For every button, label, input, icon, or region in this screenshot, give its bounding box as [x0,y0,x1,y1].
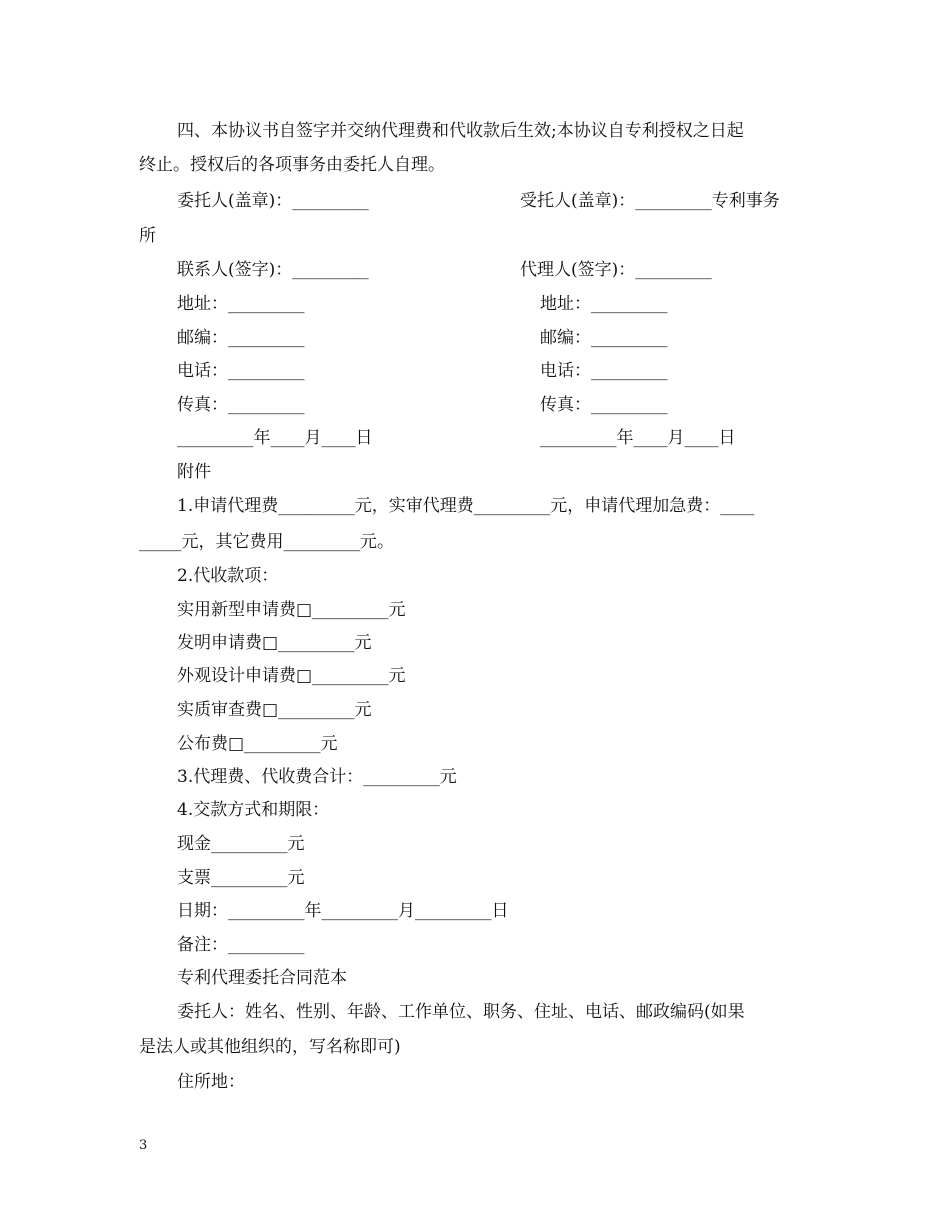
fees-line-1: 1.申请代理费_________元，实审代理费_________元，申请代理加急费：____ [177,496,755,516]
collection-item: 外观设计申请费□_________元 [177,666,406,686]
collection-item: 公布费□_________元 [177,734,338,754]
principal-info-line-2: 是法人或其他组织的，写名称即可) [139,1037,401,1057]
contact-signature-line: 联系人(签字)：_________ [177,260,369,280]
remarks-line: 备注：_________ [177,935,305,955]
collection-item: 发明申请费□_________元 [177,633,372,653]
agent-office-seal-line: 受托人(盖章)：_________专利事务 [520,191,780,211]
principal-seal-line: 委托人(盖章)：_________ [177,191,369,211]
right-date-line: _________年____月____日 [540,428,736,448]
left-date-line: _________年____月____日 [177,428,373,448]
agent-signature-line: 代理人(签字)：_________ [520,260,712,280]
attachment-title: 附件 [177,462,211,482]
cash-line: 现金_________元 [177,834,305,854]
left-fax-line: 传真：_________ [177,395,305,415]
right-phone-line: 电话：_________ [540,361,668,381]
payment-title: 4.交款方式和期限： [177,800,330,820]
left-postcode-line: 邮编：_________ [177,328,305,348]
sample-contract-title: 专利代理委托合同范本 [177,968,347,988]
right-fax-line: 传真：_________ [540,395,668,415]
page-number: 3 [139,1138,148,1153]
collection-title: 2.代收款项： [177,566,279,586]
clause-4-line-1: 四、本协议书自签字并交纳代理费和代收款后生效;本协议自专利授权之日起 [177,121,744,141]
payment-date-line: 日期：_________年_________月_________日 [177,901,509,921]
right-postcode-line: 邮编：_________ [540,328,668,348]
right-address-line: 地址：_________ [540,294,668,314]
principal-info-line-1: 委托人：姓名、性别、年龄、工作单位、职务、住址、电话、邮政编码(如果 [177,1002,745,1022]
cheque-line: 支票_________元 [177,868,305,888]
fee-total-line: 3.代理费、代收费合计：_________元 [177,767,457,787]
clause-4-line-2: 终止。授权后的各项事务由委托人自理。 [139,155,445,175]
left-phone-line: 电话：_________ [177,361,305,381]
collection-item: 实质审查费□_________元 [177,700,372,720]
fees-line-2: _____元，其它费用_________元。 [139,532,394,552]
agent-office-seal-line-cont: 所 [139,226,156,246]
left-address-line: 地址：_________ [177,294,305,314]
collection-item: 实用新型申请费□_________元 [177,600,406,620]
residence-line: 住所地： [177,1072,245,1092]
